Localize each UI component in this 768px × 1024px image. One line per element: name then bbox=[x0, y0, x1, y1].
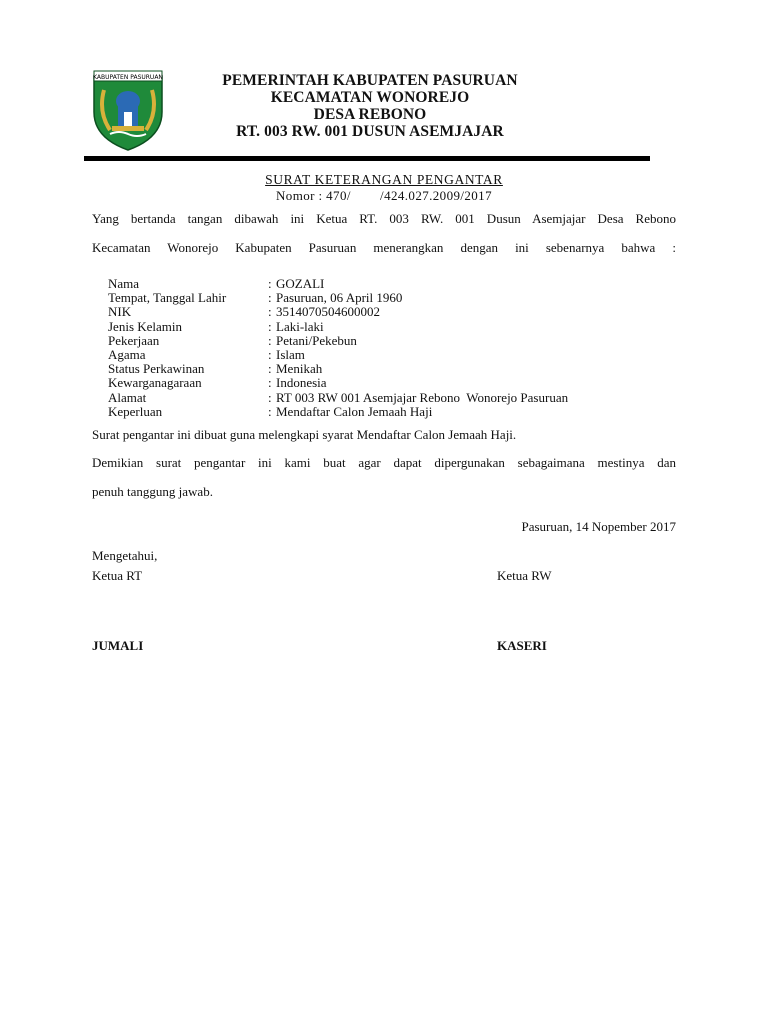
identity-row-birth bbox=[108, 291, 568, 305]
signer-left-title: Ketua RT bbox=[92, 568, 143, 583]
identity-label: Nama bbox=[108, 276, 140, 291]
identity-row-marital-status bbox=[108, 362, 568, 376]
document-title: SURAT KETERANGAN PENGANTAR bbox=[265, 172, 503, 187]
identity-value: GOZALI bbox=[276, 276, 325, 291]
identity-label: Tempat, Tanggal Lahir bbox=[108, 290, 227, 306]
letterhead-line-district: KECAMATAN WONOREJO bbox=[270, 89, 470, 106]
letterhead-divider bbox=[84, 156, 650, 161]
emblem-banner-text: KABUPATEN PASURUAN bbox=[93, 74, 163, 81]
letterhead-line-regency: PEMERINTAH KABUPATEN PASURUAN bbox=[222, 72, 518, 89]
identity-row-occupation bbox=[108, 334, 568, 348]
identity-separator: : bbox=[268, 389, 272, 405]
identity-value: Mendaftar Calon Jemaah Haji bbox=[276, 403, 433, 419]
identity-separator: : bbox=[268, 361, 272, 377]
identity-label: Status Perkawinan bbox=[108, 361, 205, 377]
letterhead-text bbox=[190, 72, 550, 140]
identity-separator: : bbox=[268, 346, 272, 362]
identity-row-gender bbox=[108, 320, 568, 334]
identity-label: Jenis Kelamin bbox=[108, 318, 183, 334]
identity-value: Menikah bbox=[276, 361, 323, 377]
identity-row-address bbox=[108, 391, 568, 405]
document-number: Nomor : 470/ /424.027.2009/2017 bbox=[276, 188, 492, 203]
identity-row-nik bbox=[108, 305, 568, 319]
identity-separator: : bbox=[268, 290, 272, 306]
place-and-date: Pasuruan, 14 Nopember 2017 bbox=[521, 519, 676, 534]
identity-separator: : bbox=[268, 304, 272, 320]
emblem-base bbox=[112, 126, 144, 131]
identity-separator: : bbox=[268, 375, 272, 391]
identity-value: Indonesia bbox=[276, 375, 327, 391]
signer-right-name: KASERI bbox=[497, 638, 547, 653]
letterhead-line-rt-rw: RT. 003 RW. 001 DUSUN ASEMJAJAR bbox=[236, 123, 504, 140]
closing-paragraph-line-2: penuh tanggung jawab. bbox=[92, 484, 213, 499]
identity-value: Pasuruan, 06 April 1960 bbox=[276, 290, 403, 306]
identity-separator: : bbox=[268, 276, 272, 291]
emblem-gate bbox=[124, 112, 132, 126]
identity-label: Keperluan bbox=[108, 403, 163, 419]
identity-row-religion bbox=[108, 348, 568, 362]
identity-label: Agama bbox=[108, 346, 146, 362]
identity-value: RT 003 RW 001 Asemjajar Rebono Wonorejo Pasuruan bbox=[276, 389, 569, 405]
identity-label: Pekerjaan bbox=[108, 332, 160, 348]
identity-value: Laki-laki bbox=[276, 318, 324, 334]
identity-value: Petani/Pekebun bbox=[276, 332, 357, 348]
intro-paragraph-line-2: Kecamatan Wonorejo Kabupaten Pasuruan menerangkan dengan ini sebenarnya bahwa : bbox=[92, 240, 676, 255]
closing-paragraph-line-1: Demikian surat pengantar ini kami buat agar dapat dipergunakan sebagaimana mestinya dan bbox=[92, 455, 676, 470]
identity-row-citizenship bbox=[108, 376, 568, 390]
intro-paragraph-line-1: Yang bertanda tangan dibawah ini Ketua RT. 003 RW. 001 Dusun Asemjajar Desa Rebono bbox=[92, 211, 676, 226]
identity-label: Alamat bbox=[108, 389, 147, 405]
identity-label: NIK bbox=[108, 304, 132, 320]
identity-row-name bbox=[108, 277, 568, 291]
identity-row-purpose bbox=[108, 405, 568, 419]
identity-separator: : bbox=[268, 318, 272, 334]
identity-label: Kewarganagaraan bbox=[108, 375, 202, 391]
identity-list bbox=[108, 277, 568, 419]
acknowledged-label: Mengetahui, bbox=[92, 548, 158, 563]
letterhead-line-village: DESA REBONO bbox=[313, 106, 427, 123]
regency-emblem-logo bbox=[88, 68, 168, 152]
identity-value: 3514070504600002 bbox=[276, 304, 380, 320]
identity-separator: : bbox=[268, 332, 272, 348]
identity-value: Islam bbox=[276, 346, 305, 362]
signer-left-name: JUMALI bbox=[92, 638, 144, 653]
identity-separator: : bbox=[268, 403, 272, 419]
purpose-paragraph: Surat pengantar ini dibuat guna melengkapi syarat Mendaftar Calon Jemaah Haji. bbox=[92, 427, 517, 442]
signer-right-title: Ketua RW bbox=[497, 568, 552, 583]
